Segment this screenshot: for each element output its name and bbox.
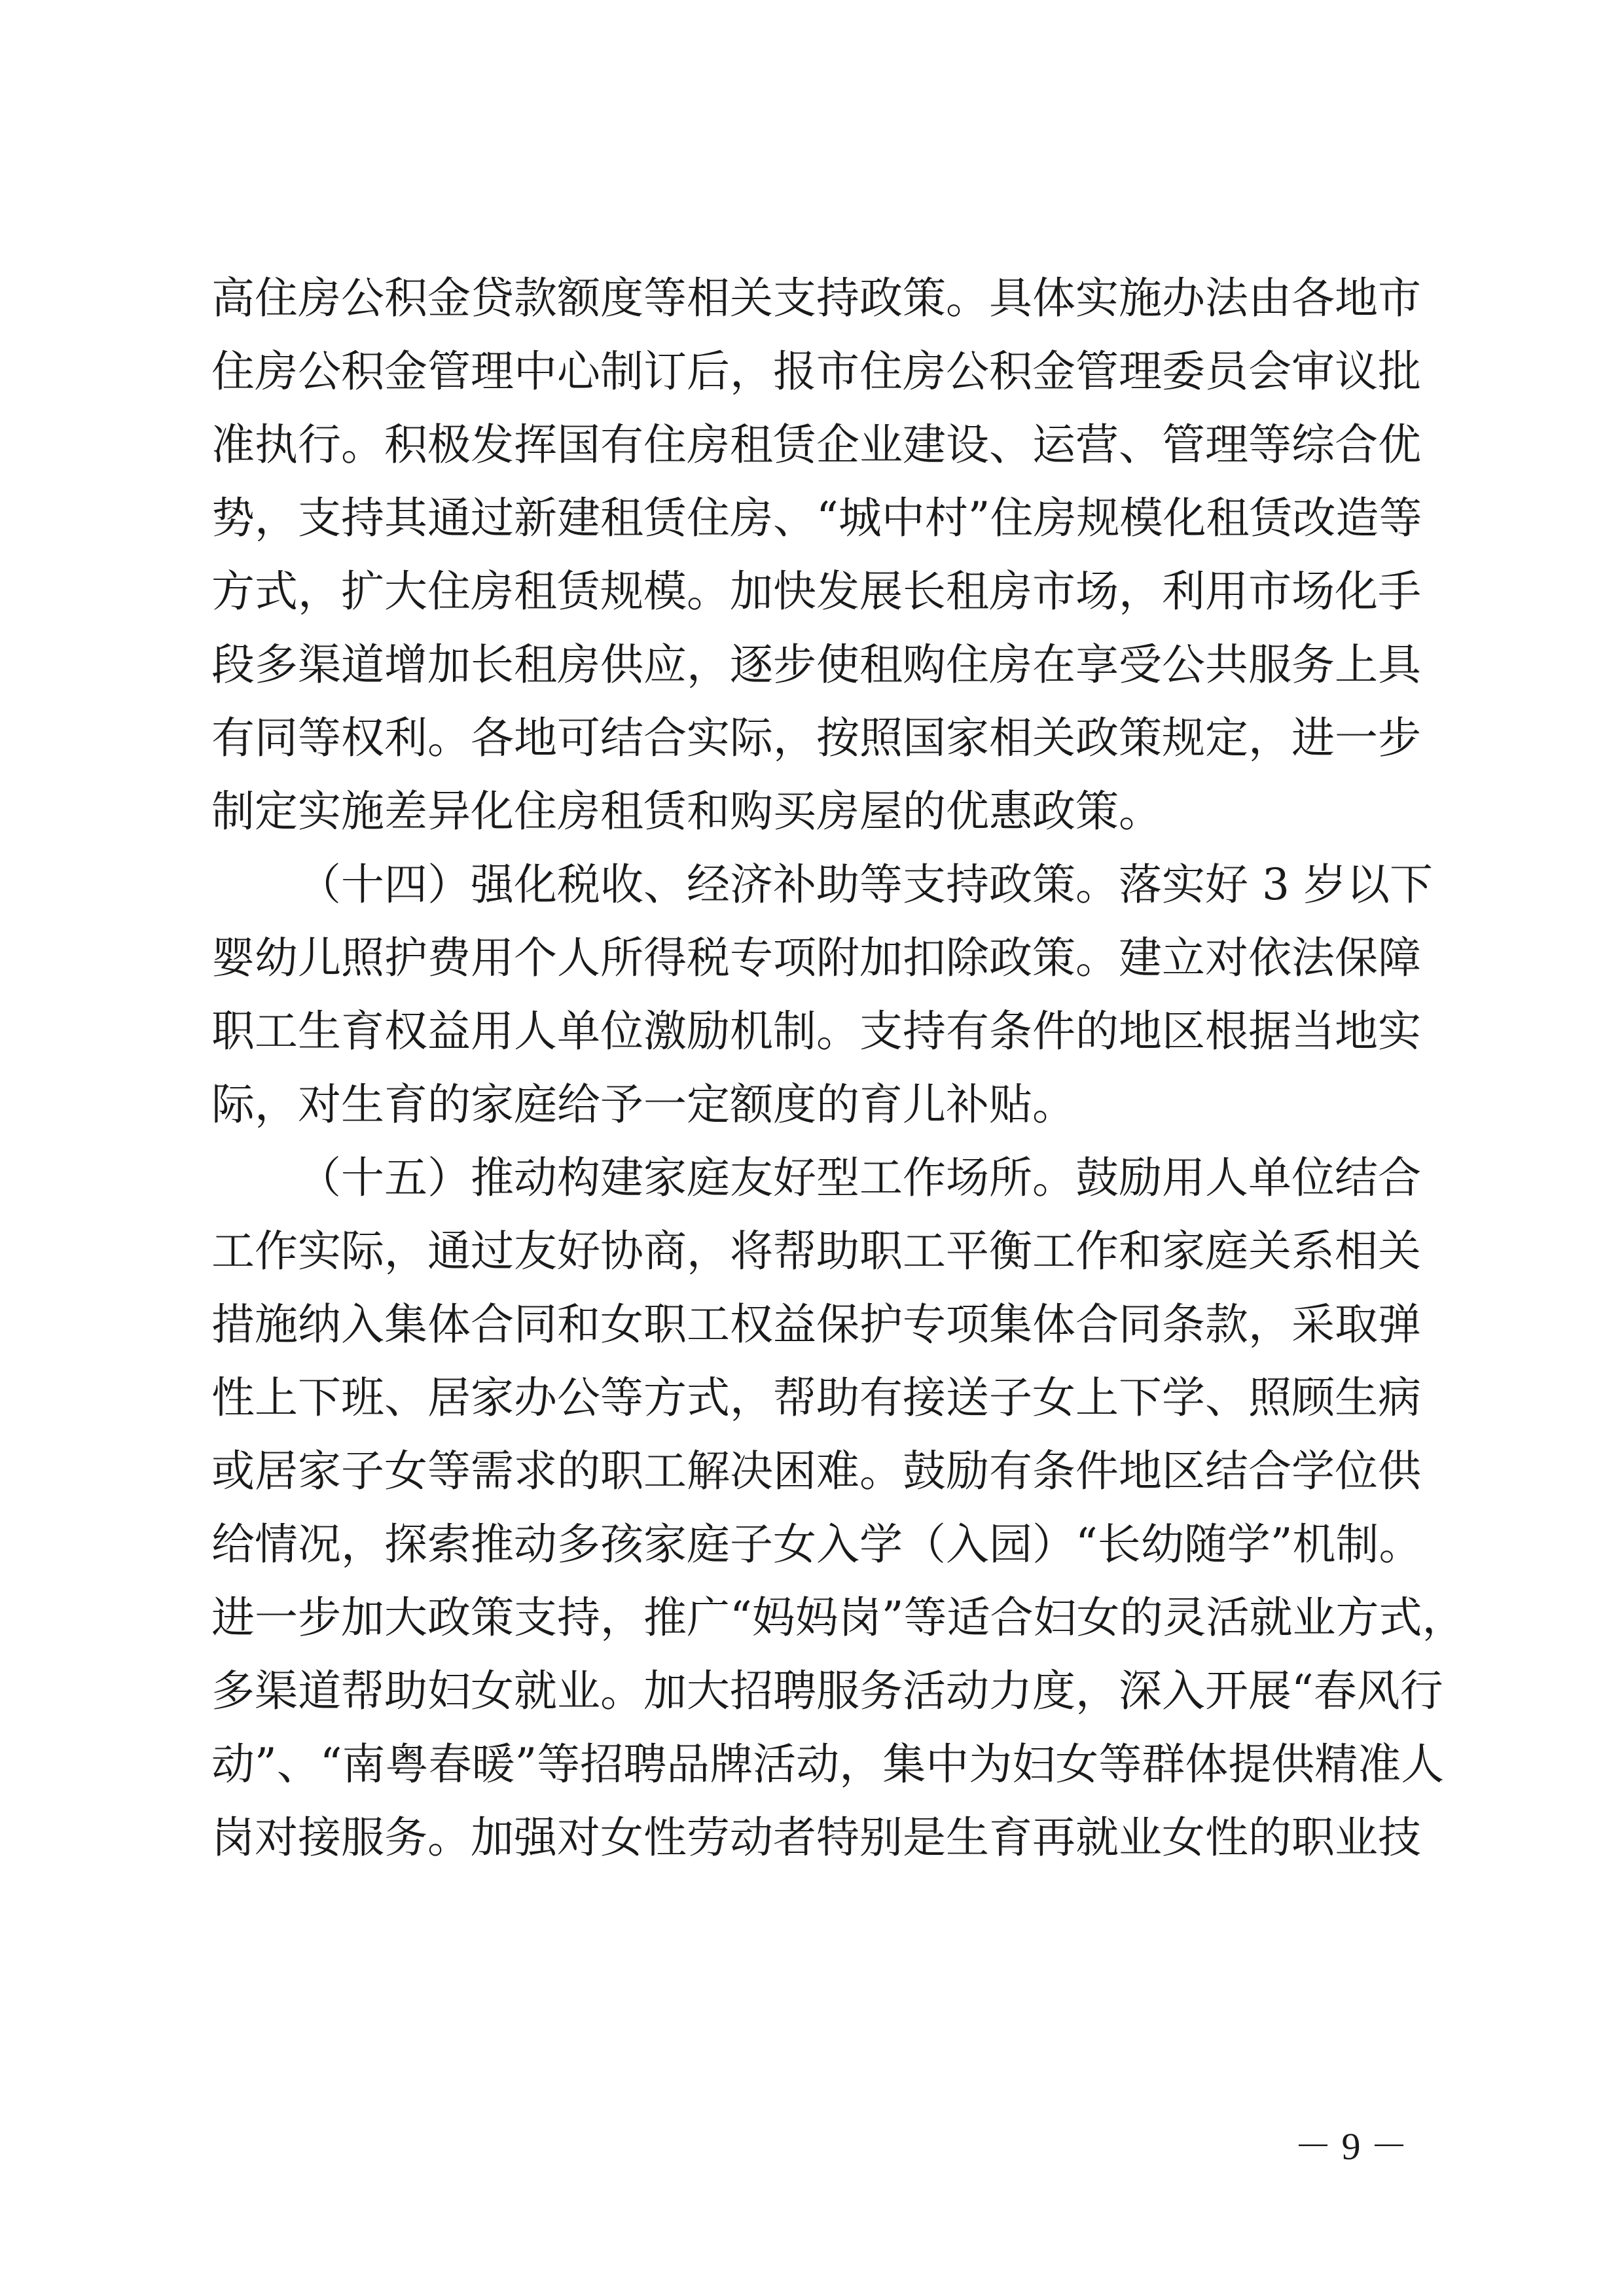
text-line: 方式，扩大住房租赁规模。加快发展长租房市场，利用市场化手: [211, 566, 1421, 617]
text-line: 性上下班、居家办公等方式，帮助有接送子女上下学、照顾生病: [211, 1372, 1421, 1423]
text-line: 职工生育权益用人单位激励机制。支持有条件的地区根据当地实: [211, 1006, 1421, 1056]
text-line: 准执行。积极发挥国有住房租赁企业建设、运营、管理等综合优: [211, 420, 1421, 470]
text-line: 际，对生育的家庭给予一定额度的育儿补贴。: [211, 1079, 1075, 1130]
page-number: － 9 －: [1293, 2125, 1408, 2168]
text-line: 进一步加大政策支持，推广“妈妈岗”等适合妇女的灵活就业方式，: [211, 1592, 1466, 1643]
text-line: 措施纳入集体合同和女职工权益保护专项集体合同条款，采取弹: [211, 1299, 1421, 1350]
text-line: 岗对接服务。加强对女性劳动者特别是生育再就业女性的职业技: [211, 1812, 1421, 1863]
text-line: 住房公积金管理中心制订后，报市住房公积金管理委员会审议批: [211, 346, 1421, 397]
body-text: [211, 262, 1466, 1874]
text-line: 或居家子女等需求的职工解决困难。鼓励有条件地区结合学位供: [211, 1446, 1421, 1496]
text-line: 动”、“南粤春暖”等招聘品牌活动，集中为妇女等群体提供精准人: [211, 1739, 1445, 1789]
text-line: 多渠道帮助妇女就业。加大招聘服务活动力度，深入开展“春风行: [211, 1666, 1443, 1716]
text-line: 制定实施差异化住房租赁和购买房屋的优惠政策。: [211, 786, 1162, 836]
text-line: 段多渠道增加长租房供应，逐步使租购住房在享受公共服务上具: [211, 639, 1421, 690]
text-line: 有同等权利。各地可结合实际，按照国家相关政策规定，进一步: [211, 713, 1421, 763]
text-line: 婴幼儿照护费用个人所得税专项附加扣除政策。建立对依法保障: [211, 933, 1421, 983]
text-line: 高住房公积金贷款额度等相关支持政策。具体实施办法由各地市: [211, 273, 1421, 323]
text-line: 给情况，探索推动多孩家庭子女入学（入园）“长幼随学”机制。: [211, 1519, 1422, 1570]
section-heading-line: （十四）强化税收、经济补助等支持政策。落实好 3 岁以下: [298, 859, 1433, 910]
text-line: 工作实际，通过友好协商，将帮助职工平衡工作和家庭关系相关: [211, 1226, 1421, 1276]
section-heading-line: （十五）推动构建家庭友好型工作场所。鼓励用人单位结合: [298, 1153, 1421, 1203]
text-line: 势，支持其通过新建租赁住房、“城中村”住房规模化租赁改造等: [211, 493, 1422, 543]
